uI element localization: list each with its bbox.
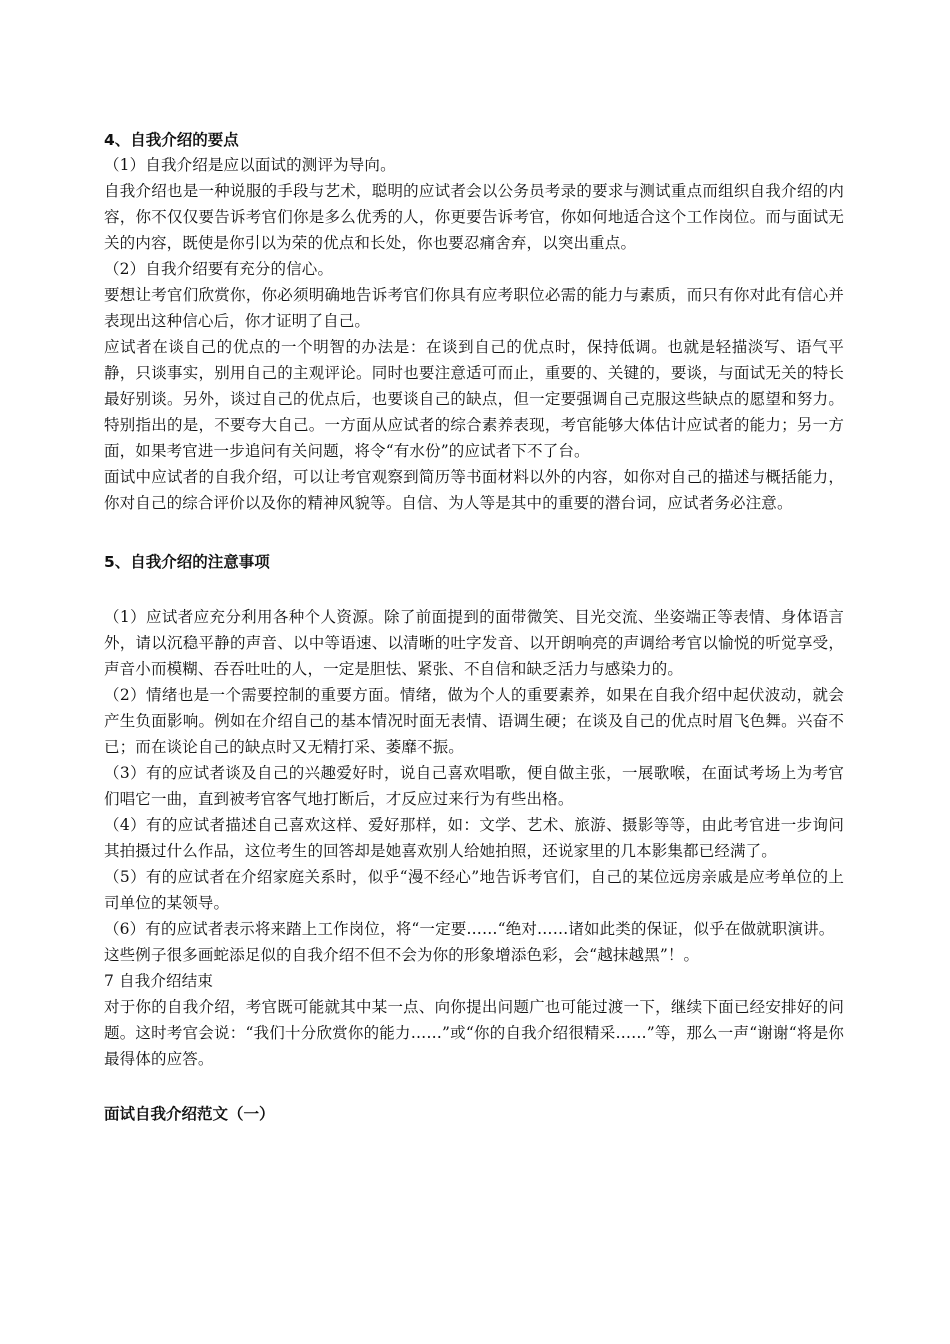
paragraph: 7 自我介绍结束	[104, 972, 213, 990]
document-page	[104, 128, 844, 1126]
paragraph: （5）有的应试者在介绍家庭关系时，似乎“漫不经心”地告诉考官们，自己的某位远房亲戚是应考单位的上司单位的某领导。	[104, 868, 844, 912]
paragraph: （6）有的应试者表示将来踏上工作岗位，将“一定要……“绝对……诸如此类的保证，似乎在做就职演讲。	[104, 920, 835, 938]
paragraph: 应试者在谈自己的优点的一个明智的办法是：在谈到自己的优点时，保持低调。也就是轻描淡写、语气平静，只谈事实，别用自己的主观评论。同时也要注意适可而止，重要的、关键的，要谈，与面试无关的特长最好别谈。另外，谈过自己的优点后，也要谈自己的缺点，但一定要强调自己克服这些缺点的愿望和努力。特别指出的是，不要夸大自己。一方面从应试者的综合素养表现，考官能够大体估计应试者的能力；另一方面，如果考官进一步追问有关问题，将令“有水份”的应试者下不了台。	[104, 338, 844, 460]
paragraph: （3）有的应试者谈及自己的兴趣爱好时，说自己喜欢唱歌，便自做主张，一展歌喉，在面试考场上为考官们唱它一曲，直到被考官客气地打断后，才反应过来行为有些出格。	[104, 764, 844, 808]
paragraph: 自我介绍也是一种说服的手段与艺术，聪明的应试者会以公务员考录的要求与测试重点而组织自我介绍的内容，你不仅仅要告诉考官们你是多么优秀的人，你更要告诉考官，你如何地适合这个工作岗位。而与面试无关的内容，既使是你引以为荣的优点和长处，你也要忍痛舍弃，以突出重点。	[104, 182, 844, 252]
paragraph: 对于你的自我介绍，考官既可能就其中某一点、向你提出问题广也可能过渡一下，继续下面已经安排好的问题。这时考官会说：“我们十分欣赏你的能力……”或“你的自我介绍很精采……”等，那么一声“谢谢“将是你最得体的应答。	[104, 998, 844, 1068]
spacer	[104, 574, 844, 604]
paragraph: 要想让考官们欣赏你，你必须明确地告诉考官们你具有应考职位必需的能力与素质，而只有你对此有信心并表现出这种信心后，你才证明了自己。	[104, 286, 844, 330]
paragraph: （2）情绪也是一个需要控制的重要方面。情绪，做为个人的重要素养，如果在自我介绍中起伏波动，就会产生负面影响。例如在介绍自己的基本情况时面无表情、语调生硬；在谈及自己的优点时眉飞色舞。兴奋不已；而在谈论自己的缺点时又无精打采、萎靡不振。	[104, 686, 844, 756]
spacer	[104, 1072, 844, 1102]
spacer	[104, 516, 844, 550]
section-5-heading: 5、自我介绍的注意事项	[104, 553, 270, 571]
paragraph: 面试中应试者的自我介绍，可以让考官观察到简历等书面材料以外的内容，如你对自己的描述与概括能力，你对自己的综合评价以及你的精神风貌等。自信、为人等是其中的重要的潜台词，应试者务必注意。	[104, 468, 844, 512]
paragraph: （2）自我介绍要有充分的信心。	[104, 260, 334, 278]
paragraph: 这些例子很多画蛇添足似的自我介绍不但不会为你的形象增添色彩，会“越抹越黑”！。	[104, 946, 700, 964]
sample-essay-heading: 面试自我介绍范文（一）	[104, 1105, 275, 1123]
paragraph: （4）有的应试者描述自己喜欢这样、爱好那样，如：文学、艺术、旅游、摄影等等，由此考官进一步询问其拍摄过什么作品，这位考生的回答却是她喜欢别人给她拍照，还说家里的几本影集都已经满了。	[104, 816, 844, 860]
paragraph: （1）自我介绍是应以面试的测评为导向。	[104, 156, 396, 174]
section-4-heading: 4、自我介绍的要点	[104, 131, 239, 149]
paragraph: （1）应试者应充分利用各种个人资源。除了前面提到的面带微笑、目光交流、坐姿端正等表情、身体语言外，请以沉稳平静的声音、以中等语速、以清晰的吐字发音、以开朗响亮的声调给考官以愉悦的听觉享受，声音小而模糊、吞吞吐吐的人，一定是胆怯、紧张、不自信和缺乏活力与感染力的。	[104, 608, 844, 678]
